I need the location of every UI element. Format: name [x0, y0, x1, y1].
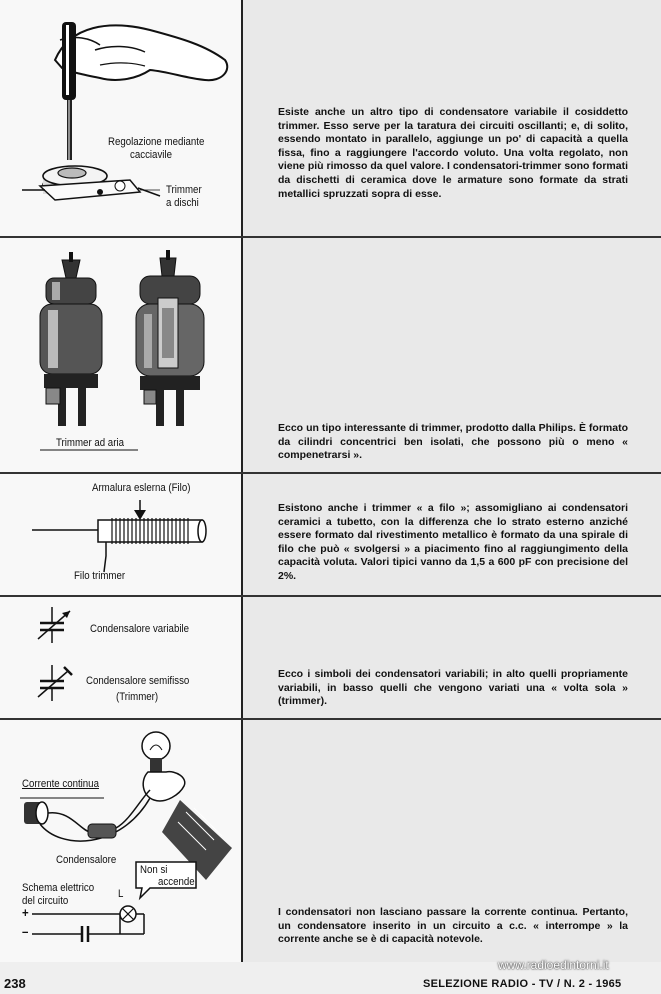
panel-air-trimmer: [0, 238, 241, 472]
magazine-title: SELEZIONE RADIO - TV / N. 2 - 1965: [423, 978, 622, 990]
panel-symbols: [0, 597, 241, 718]
paragraph-dc-circuit: I condensatori non lasciano passare la corrente continua. Pertanto, un condensatore inserito in un circuito a c.c. « interrompe » la corrente anche se è di capacità notevole.: [278, 906, 628, 946]
annotation-trimmer-1: Trimmer: [166, 184, 202, 196]
paragraph-air-trimmer: Ecco un tipo interessante di trimmer, prodotto dalla Philips. È formato da cilindri concentrici ben isolati, che possono più o meno « compenetrarsi ».: [278, 422, 628, 462]
annotation-trimmer-symbol: (Trimmer): [116, 691, 159, 703]
paragraph-wire-trimmer: Esistono anche i trimmer « a filo »; assomigliano ai condensatori ceramici a tubetto, con la differenza che lo strato esterno anziché essere formato dal rivestimento metallico è formato da una spirale di filo che può « svolgersi » a piacimento fino al raggiungimento della capacità voluta. Valori tipici vanno da 1,5 a 600 pF con precisione del 2%.: [278, 502, 628, 582]
disc-trimmer-illustration: [0, 0, 241, 236]
panel-dc-circuit: [0, 720, 241, 962]
dc-circuit-illustration: [0, 720, 241, 962]
annotation-direct-current: Corrente continua: [22, 778, 99, 790]
annotation-capacitor: Condensalore: [56, 854, 117, 866]
annotation-wire-trimmer: Filo trimmer: [74, 570, 126, 582]
bubble-line-1: Non si: [140, 864, 168, 876]
annotation-minus: –: [22, 924, 29, 939]
annotation-screwdriver-1: Regolazione mediante: [108, 136, 205, 148]
paragraph-symbols: Ecco i simboli dei condensatori variabili; in alto quelli propriamente variabili, in basso quelli che vengono variati una « volta sola » (trimmer).: [278, 668, 628, 708]
annotation-schematic-1: Schema elettrico: [22, 882, 95, 894]
bubble-line-2: accende: [158, 876, 195, 888]
annotation-outer-armature: Armalura eslerna (Filo): [92, 482, 191, 494]
annotation-screwdriver-2: cacciavile: [130, 149, 172, 161]
annotation-lamp: L: [118, 888, 124, 900]
annotation-trimmer-2: a dischi: [166, 197, 199, 209]
annotation-air-trimmer: Trimmer ad aria: [56, 437, 124, 449]
annotation-schematic-2: del circuito: [22, 895, 69, 907]
panel-disc-trimmer: [0, 0, 241, 236]
page-number: 238: [4, 976, 26, 991]
panel-wire-trimmer: [0, 474, 241, 595]
paragraph-disc-trimmer: Esiste anche un altro tipo di condensatore variabile il cosiddetto trimmer. Esso serve per la taratura dei circuiti oscillanti; e, di solito, essendo montato in parallelo, aggiunge un po' di capacità a quella fissa, fino a raggiungere l'accordo voluto. Una volta regolato, non viene più rimosso da quel valore. I condensatori-trimmer sono formati da dischetti di ceramica dove le armature sono formate da strati metallici spruzzati sopra di esse.: [278, 106, 628, 200]
annotation-semifixed-capacitor: Condensalore semifisso: [86, 675, 190, 687]
watermark: www.radioedintorni.it: [498, 958, 609, 972]
annotation-plus: +: [22, 905, 29, 920]
annotation-variable-capacitor: Condensalore variabile: [90, 623, 190, 635]
